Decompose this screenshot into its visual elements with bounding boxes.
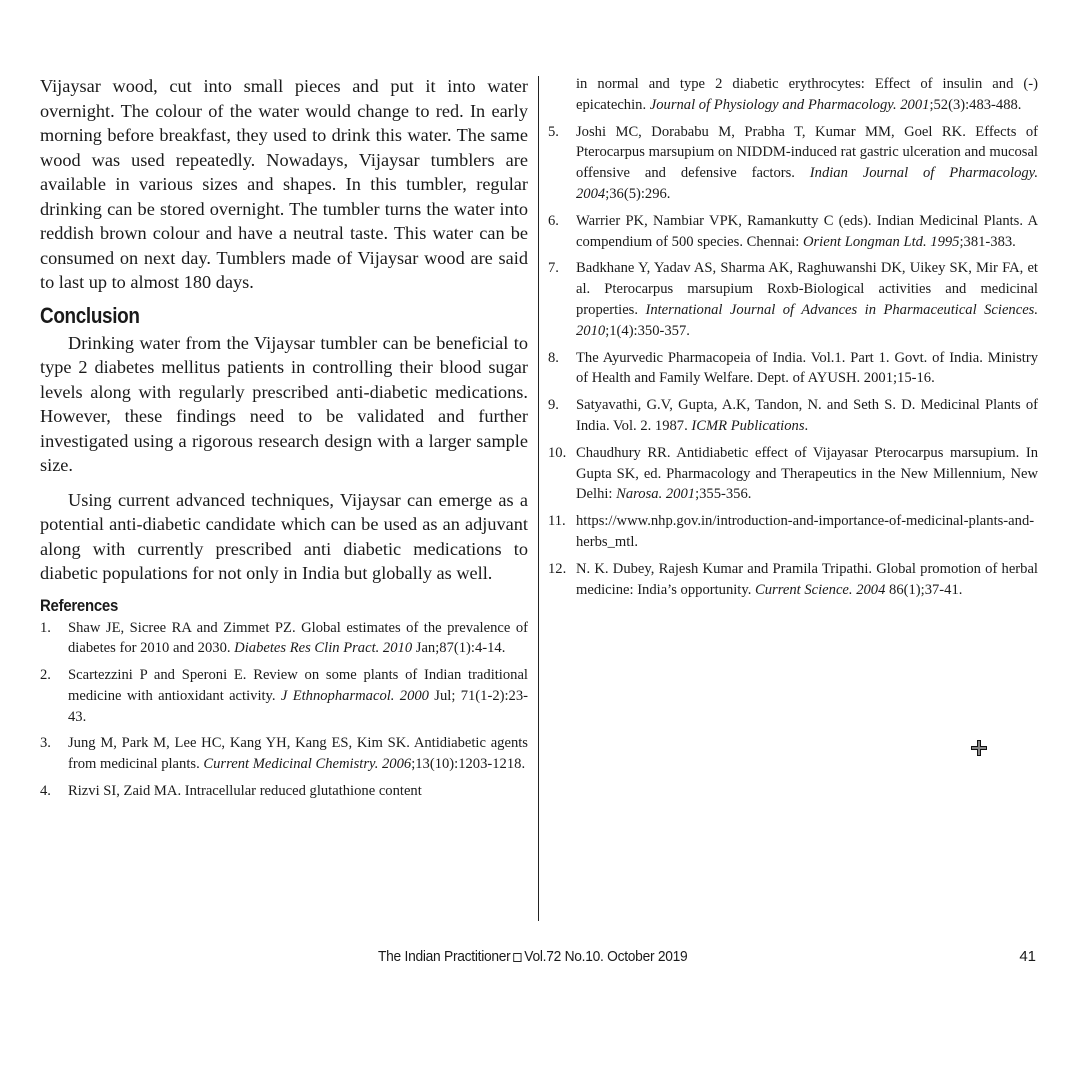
- reference-text: The Ayurvedic Pharmacopeia of India. Vol.1. Part 1. Govt. of India. Ministry of Health and Family Welfare. Dept. of AYUSH. 2001;15-16.: [576, 349, 1038, 387]
- body-paragraph: Vijaysar wood, cut into small pieces and put it into water overnight. The colour of the water would change to red. In early morning before breakfast, they used to drink this water. The same wood was used repeatedly. Nowadays, Vijaysar tumblers are available in various sizes and shapes. In this tumbler, regular drinking can be stored overnight. The tumbler turns the water into reddish brown colour and have a neutral taste. This water can be consumed on next day. Tumblers made of Vijaysar wood are said to last up to almost 180 days.: [40, 76, 528, 292]
- reference-text: Badkhane Y, Yadav AS, Sharma AK, Raghuwanshi DK, Uikey SK, Mir FA, et al. Pterocarpus marsupium Roxb-Biological activities and medicinal properties.: [576, 260, 1038, 318]
- reference-text: Joshi MC, Dorababu M, Prabha T, Kumar MM, Goel RK. Effects of Pterocarpus marsupium on NIDDM-induced rat gastric ulceration and mucosal offensive and defensive factors.: [576, 123, 1038, 182]
- left-column: [40, 74, 528, 808]
- reference-journal: ICMR Publications: [691, 417, 805, 434]
- page-footer: [0, 946, 1080, 970]
- footer-journal-name: The Indian Practitioner: [378, 948, 511, 965]
- reference-item: [548, 511, 1038, 553]
- reference-item: [548, 443, 1038, 505]
- square-bullet-icon: [513, 953, 521, 962]
- reference-journal: Narosa. 2001: [616, 486, 696, 503]
- reference-journal: Indian Journal of Pharmacology. 2004: [576, 165, 1038, 202]
- reference-list-right: [548, 74, 1038, 600]
- reference-details: Jul; 71(1-2):23-43.: [68, 687, 528, 725]
- reference-number: 2.: [40, 667, 51, 684]
- reference-number: 12.: [548, 560, 567, 577]
- reference-journal: Current Medicinal Chemistry. 2006: [203, 756, 412, 773]
- reference-text: Rizvi SI, Zaid MA. Intracellular reduced glutathione content: [68, 783, 422, 800]
- column-divider: [538, 76, 539, 921]
- reference-details: ;355-356.: [695, 486, 752, 503]
- reference-journal: International Journal of Advances in Pharmaceutical Sciences. 2010: [576, 301, 1038, 339]
- reference-journal: Current Science. 2004: [755, 581, 886, 598]
- reference-text: Satyavathi, G.V, Gupta, A.K, Tandon, N. and Seth S. D. Medicinal Plants of India. Vol. 2. 1987.: [576, 397, 1038, 434]
- conclusion-paragraph-2: Using current advanced techniques, Vijaysar can emerge as a potential anti-diabetic candidate which can be used as an adjuvant along with currently prescribed anti diabetic medications to diabetic populations for not only in India but globally as well.: [40, 489, 528, 583]
- conclusion-heading: Conclusion: [40, 302, 140, 328]
- reference-details: 86(1);37-41.: [885, 581, 963, 598]
- reference-item: [548, 348, 1038, 390]
- reference-text: Jung M, Park M, Lee HC, Kang YH, Kang ES, Kim SK. Antidiabetic agents from medicinal plants.: [68, 735, 528, 773]
- reference-details: ;1(4):350-357.: [605, 322, 690, 339]
- reference-item: [40, 618, 528, 660]
- reference-text: N. K. Dubey, Rajesh Kumar and Pramila Tripathi. Global promotion of herbal medicine: India’s opportunity.: [576, 560, 1038, 598]
- footer-citation: [378, 946, 687, 968]
- reference-details: .: [804, 417, 809, 434]
- reference-item: [40, 665, 528, 727]
- reference-journal: Diabetes Res Clin Pract. 2010: [234, 640, 413, 657]
- reference-number: 3.: [40, 735, 51, 752]
- reference-details: ;13(10):1203-1218.: [411, 756, 526, 773]
- reference-journal: Journal of Physiology and Pharmacology. 2001: [649, 96, 930, 113]
- reference-number: 8.: [548, 349, 559, 366]
- reference-details: ;36(5):296.: [605, 185, 671, 202]
- reference-number: 6.: [548, 212, 559, 229]
- reference-details: ;52(3):483-488.: [929, 96, 1022, 113]
- reference-item: [548, 122, 1038, 205]
- page-number: 41: [1019, 948, 1036, 965]
- reference-number: 4.: [40, 783, 51, 800]
- reference-number: 7.: [548, 260, 559, 277]
- reference-number: 1.: [40, 619, 51, 636]
- conclusion-paragraph-1: Drinking water from the Vijaysar tumbler can be beneficial to type 2 diabetes mellitus patients in controlling their blood sugar levels along with regularly prescribed anti-diabetic medications. However, these findings need to be validated and further investigated using a rigorous research design with a larger sample size.: [40, 332, 528, 475]
- reference-details: ;381-383.: [959, 233, 1016, 250]
- reference-list-left: [40, 618, 528, 802]
- reference-journal: J Ethnopharmacol. 2000: [280, 687, 429, 704]
- reference-text: Warrier PK, Nambiar VPK, Ramankutty C (eds). Indian Medicinal Plants. A compendium of 500 species. Chennai:: [576, 212, 1038, 250]
- footer-issue: Vol.72 No.10. October 2019: [524, 948, 688, 965]
- reference-item: [548, 395, 1038, 437]
- reference-item: [548, 258, 1038, 341]
- reference-text: in normal and type 2 diabetic erythrocytes: Effect of insulin and (-) epicatechin.: [576, 76, 1038, 113]
- reference-text: Chaudhury RR. Antidiabetic effect of Vijayasar Pterocarpus marsupium. In Gupta SK, ed. Pharmacology and Therapeutics in the New Millennium, New Delhi:: [576, 444, 1038, 503]
- right-column: [548, 74, 1038, 606]
- reference-item: [548, 211, 1038, 253]
- crosshair-cursor-icon: [969, 738, 989, 758]
- reference-item-continued: [548, 74, 1038, 116]
- reference-number: 10.: [548, 444, 567, 461]
- reference-text: Scartezzini P and Speroni E. Review on some plants of Indian traditional medicine with antioxidant activity.: [68, 667, 528, 704]
- reference-number: 5.: [548, 123, 559, 140]
- reference-number: 9.: [548, 397, 559, 414]
- reference-item: [40, 733, 528, 775]
- reference-url[interactable]: https://www.nhp.gov.in/introduction-and-importance-of-medicinal-plants-and-herbs_mtl.: [576, 513, 1035, 550]
- reference-details: Jan;87(1):4-14.: [412, 640, 506, 657]
- reference-journal: Orient Longman Ltd. 1995: [802, 233, 960, 250]
- reference-item: [548, 559, 1038, 601]
- references-heading: References: [40, 595, 119, 615]
- reference-item: [40, 781, 528, 802]
- reference-text: Shaw JE, Sicree RA and Zimmet PZ. Global estimates of the prevalence of diabetes for 2010 and 2030.: [68, 619, 528, 657]
- reference-number: 11.: [548, 513, 566, 530]
